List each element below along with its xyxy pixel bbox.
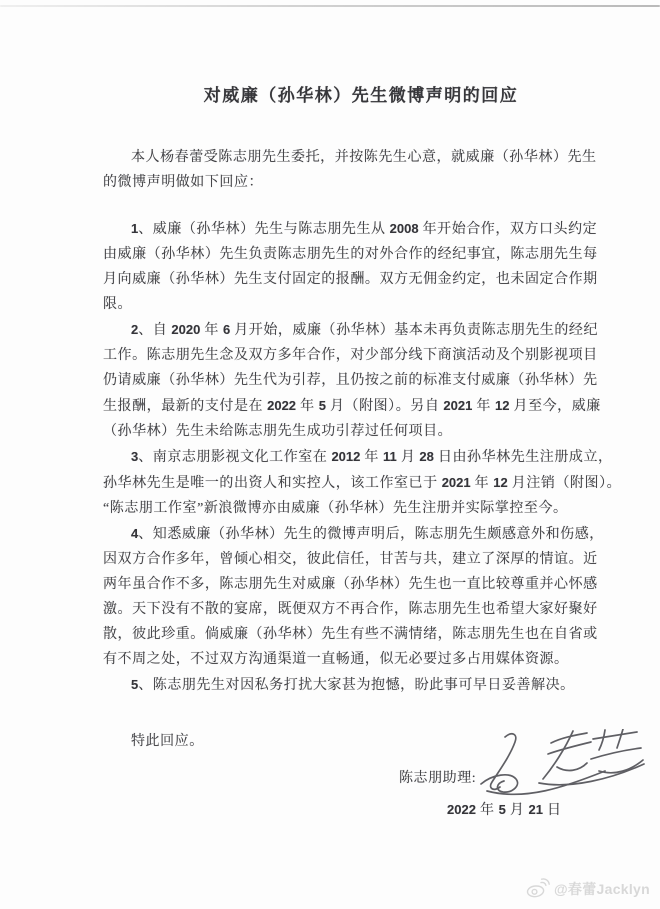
- signature-stroke: [557, 763, 587, 770]
- signature-stroke: [617, 729, 623, 748]
- text-line: 仍请威廉（孙华林）先生代为引荐，且仍按之前的标准支付威廉（孙华林）先: [103, 373, 598, 388]
- watermark-text: @春蕾Jacklyn: [553, 881, 650, 897]
- document-title: 对威廉（孙华林）先生微博声明的回应: [203, 86, 519, 105]
- text-line: “陈志朋工作室”新浪微博亦由威廉（孙华林）先生注册并实际掌控至今。: [103, 501, 568, 516]
- document-body: [103, 84, 622, 754]
- signature-stroke: [599, 730, 605, 750]
- signature-stroke: [548, 742, 591, 754]
- signature-stroke: [481, 775, 518, 792]
- text-line: （孙华林）先生未给陈志朋先生成功引荐过任何项目。: [103, 424, 453, 439]
- text-line: 孙华林先生是唯一的出资人和实控人，该工作室已于 2021 年 12 月注销（附图）。: [103, 475, 622, 491]
- paragraph-point-1: [103, 216, 598, 317]
- handwritten-signature: [465, 729, 645, 807]
- weibo-logo-icon: [524, 878, 550, 900]
- weibo-watermark: [524, 878, 650, 900]
- paragraph-point-5: [103, 672, 595, 698]
- paragraph-point-2: [103, 317, 601, 444]
- text-line: 的微博声明做如下回应：: [103, 175, 264, 190]
- text-line: 1、威廉（孙华林）先生与陈志朋先生从 2008 年开始合作，双方口头约定: [131, 221, 598, 237]
- paragraph-intro: [103, 145, 595, 195]
- paragraph-point-4: [103, 521, 604, 672]
- paragraph-point-3: [103, 444, 622, 521]
- text-line: 本人杨春蕾受陈志朋先生委托，并按陈先生心意，就威廉（孙华林）先生: [131, 150, 597, 165]
- text-line: 两年虽合作不多，陈志朋先生对威廉（孙华林）先生也一直比较尊重并心怀感: [103, 577, 598, 592]
- text-line: 2、自 2020 年 6 月开始，威廉（孙华林）基本未再负责陈志朋先生的经纪: [131, 322, 599, 338]
- document-paragraphs: [103, 145, 622, 698]
- closing-line: 特此回应。: [131, 734, 204, 749]
- text-line: 激。天下没有不散的宴席，既便双方不再合作，陈志朋先生也希望大家好聚好: [103, 602, 598, 617]
- signature-stroke: [539, 764, 644, 785]
- text-line: 限。: [103, 297, 133, 312]
- signature-label: 陈志朋助理:: [399, 771, 477, 786]
- text-line: 因双方合作多年，曾倾心相交，彼此信任，甘苦与共，建立了深厚的情谊。近: [103, 552, 598, 567]
- signature-stroke: [593, 732, 637, 739]
- text-line: 4、知悉威廉（孙华林）先生的微博声明后，陈志朋先生颇感意外和伤感，: [131, 526, 604, 542]
- text-line: 有不周之处，不过双方沟通渠道一直畅通，似无必要过多占用媒体资源。: [103, 652, 569, 667]
- text-line: 工作。陈志朋先生念及双方多年合作，对少部分线下商演活动及个别影视项目: [103, 348, 598, 363]
- text-line: 月向威廉（孙华林）先生支付固定的报酬。双方无佣金约定，也未固定合作期: [103, 272, 598, 287]
- scan-edge-artifact: [0, 5, 660, 7]
- text-line: 3、南京志朋影视文化工作室在 2012 年 11 月 28 日由孙华林先生注册成立，: [131, 449, 613, 465]
- text-line: 散，彼此珍重。倘威廉（孙华林）先生有些不满情绪，陈志朋先生也在自省或: [103, 627, 598, 642]
- text-line: 由威廉（孙华林）先生负责陈志朋先生的对外合作的经纪事宜，陈志朋先生每: [103, 247, 598, 262]
- signature-stroke: [543, 731, 573, 779]
- signature-date: 2022 年 5 月 21 日: [447, 802, 562, 818]
- text-line: 生报酬，最新的支付是在 2022 年 5 月（附图）。另自 2021 年 12 月至今，威廉: [103, 398, 601, 414]
- text-line: 5、陈志朋先生对因私务打扰大家甚为抱憾，盼此事可早日妥善解决。: [131, 677, 575, 693]
